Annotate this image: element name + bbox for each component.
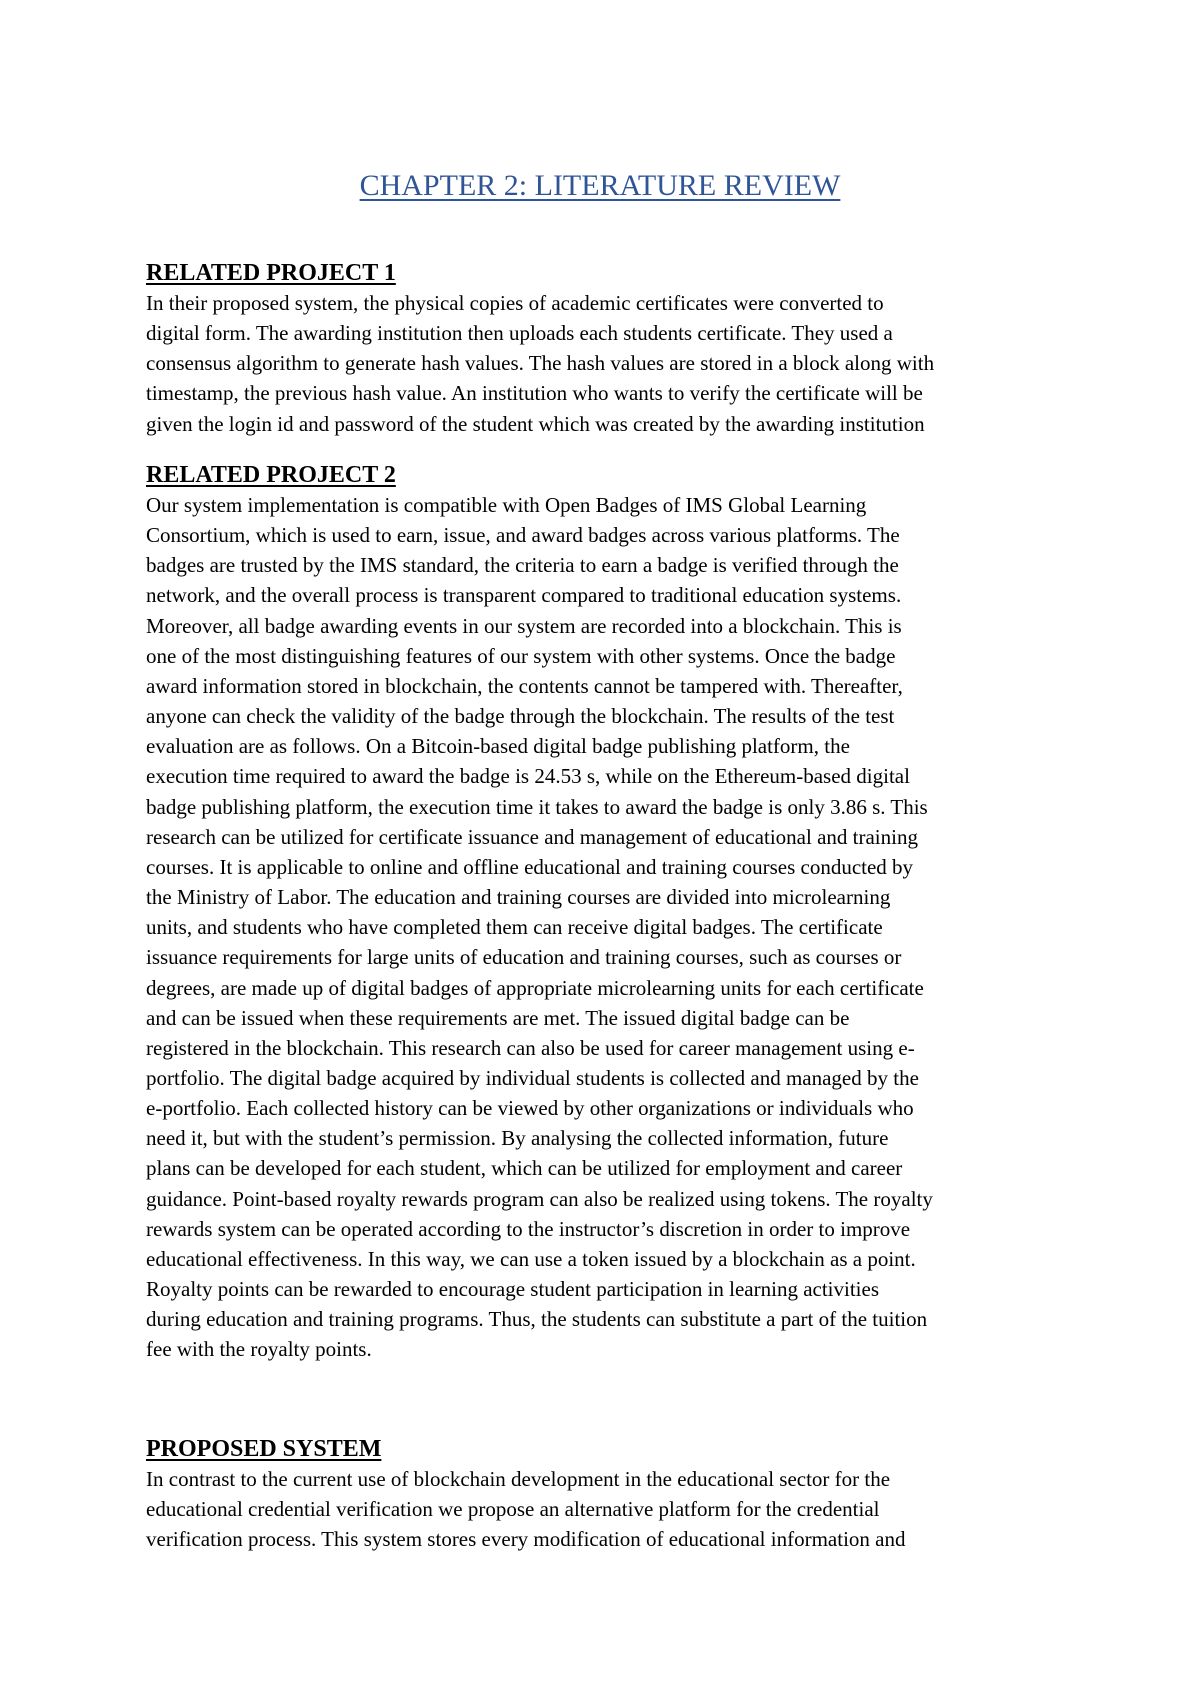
section-heading: RELATED PROJECT 1 [146, 260, 396, 286]
section-proposed-system [146, 1434, 1066, 1554]
section-heading: RELATED PROJECT 2 [146, 462, 396, 488]
chapter-title: CHAPTER 2: LITERATURE REVIEW [359, 169, 841, 202]
section-body: Our system implementation is compatible with Open Badges of IMS Global Learning Consortium, which is used to earn, issue, and award badges across various platforms. The badges are trusted by the IMS standard, the criteria to earn a badge is verified through the network, and the overall process is transparent compared to traditional education systems. Moreover, all badge awarding events in our system are recorded into a blockchain. This is one of the most distinguishing features of our system with other systems. Once the badge award information stored in blockchain, the contents cannot be tampered with. Thereafter, anyone can check the validity of the badge through the blockchain. The results of the test evaluation are as follows. On a Bitcoin-based digital badge publishing platform, the execution time required to award the badge is 24.53 s, while on the Ethereum-based digital badge publishing platform, the execution time it takes to award the badge is only 3.86 s. This research can be utilized for certificate issuance and management of educational and training courses. It is applicable to online and offline educational and training courses conducted by the Ministry of Labor. The education and training courses are divided into microlearning units, and students who have completed them can receive digital badges. The certificate issuance requirements for large units of education and training courses, such as courses or degrees, are made up of digital badges of appropriate microlearning units for each certificate and can be issued when these requirements are met. The issued digital badge can be registered in the blockchain. This research can also be used for career management using e- portfolio. The digital badge acquired by individual students is collected and managed by the e-portfolio. Each collected history can be viewed by other organizations or individuals who need it, but with the student’s permission. By analysing the collected information, future plans can be developed for each student, which can be utilized for employment and career guidance. Point-based royalty rewards program can also be realized using tokens. The royalty rewards system can be operated according to the instructor’s discretion in order to improve educational effectiveness. In this way, we can use a token issued by a blockchain as a point. Royalty points can be rewarded to encourage student participation in learning activities during education and training programs. Thus, the students can substitute a part of the tuition fee with the royalty points. [146, 493, 933, 1362]
section-related-project-2 [146, 460, 1066, 1365]
section-heading: PROPOSED SYSTEM [146, 1436, 382, 1462]
section-body: In contrast to the current use of blockchain development in the educational sector for the educational credential verification we propose an alternative platform for the credential verification process. This system stores every modification of educational information and [146, 1467, 906, 1552]
section-body: In their proposed system, the physical copies of academic certificates were converted to digital form. The awarding institution then uploads each students certificate. They used a consensus algorithm to generate hash values. The hash values are stored in a block along with timestamp, the previous hash value. An institution who wants to verify the certificate will be given the login id and password of the student which was created by the awarding institution [146, 291, 935, 436]
section-related-project-1 [146, 258, 1066, 439]
